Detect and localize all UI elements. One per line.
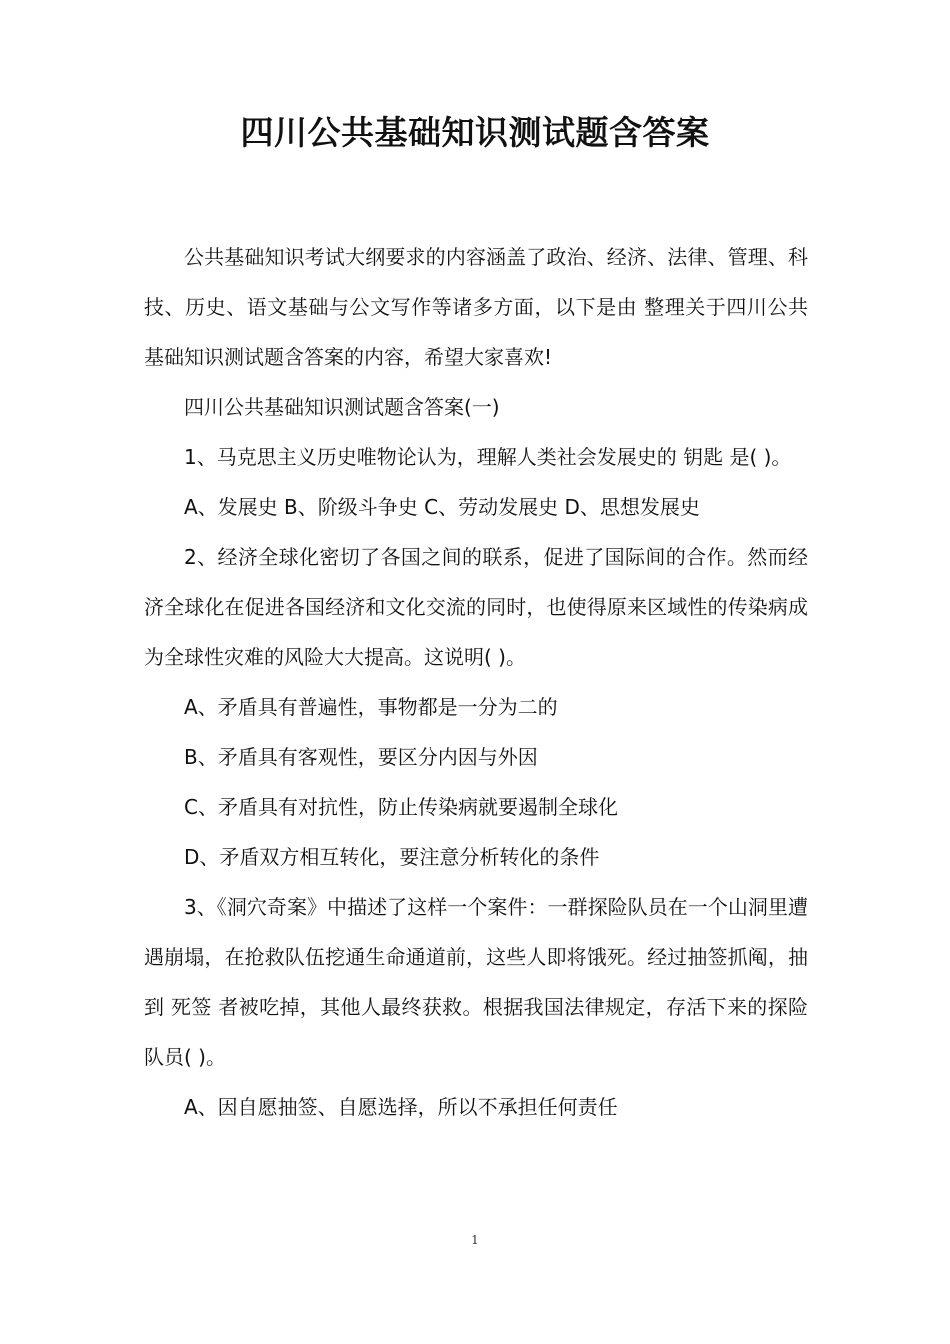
question-1: 1、马克思主义历史唯物论认为，理解人类社会发展史的 钥匙 是( )。 <box>184 445 792 469</box>
question-2-option-a: A、矛盾具有普遍性，事物都是一分为二的 <box>184 695 558 719</box>
question-3-option-a: A、因自愿抽签、自愿选择，所以不承担任何责任 <box>184 1095 618 1119</box>
question-1-options: A、发展史 B、阶级斗争史 C、劳动发展史 D、思想发展史 <box>184 495 700 519</box>
section-heading: 四川公共基础知识测试题含答案(一) <box>184 395 500 419</box>
question-2-option-c: C、矛盾具有对抗性，防止传染病就要遏制全球化 <box>184 795 618 819</box>
question-3: 3、《洞穴奇案》中描述了这样一个案件：一群探险队员在一个山洞里遭遇崩塌，在抢救队伍挖通生命通道前，这些人即将饿死。经过抽签抓阄，抽到 死签 者被吃掉，其他人最终获救。根据我国法律规定，存活下来的探险队员( )。 <box>144 895 808 1069</box>
page-number: 1 <box>471 1233 479 1247</box>
intro-paragraph: 公共基础知识考试大纲要求的内容涵盖了政治、经济、法律、管理、科技、历史、语文基础与公文写作等诸多方面，以下是由 整理关于四川公共基础知识测试题含答案的内容，希望大家喜欢! <box>144 245 808 369</box>
page-title: 四川公共基础知识测试题含答案 <box>240 113 710 152</box>
question-2: 2、经济全球化密切了各国之间的联系，促进了国际间的合作。然而经济全球化在促进各国经济和文化交流的同时，也使得原来区域性的传染病成为全球性灾难的风险大大提高。这说明( )。 <box>144 545 808 669</box>
document-body <box>144 232 808 1132</box>
question-2-option-d: D、矛盾双方相互转化，要注意分析转化的条件 <box>184 845 600 869</box>
question-2-option-b: B、矛盾具有客观性，要区分内因与外因 <box>184 745 538 769</box>
